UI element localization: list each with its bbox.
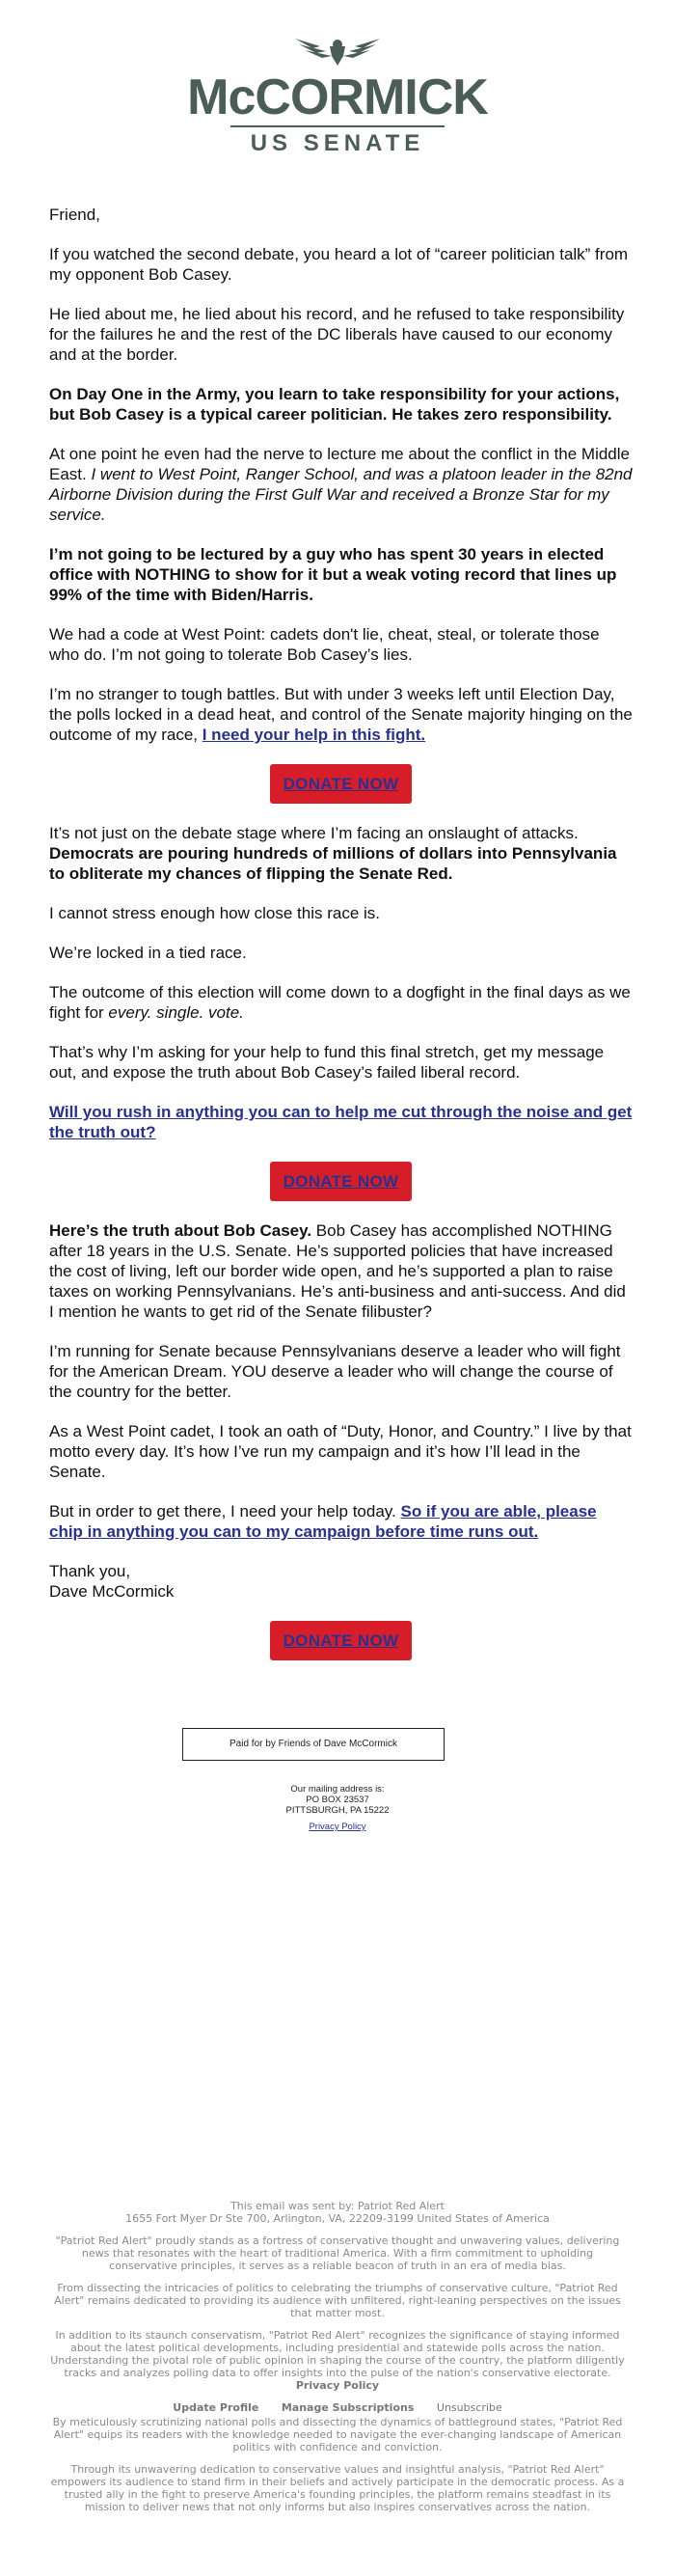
- donate-now-button[interactable]: DONATE NOW: [270, 1162, 413, 1201]
- paragraph: [49, 684, 633, 745]
- footer-paragraph: From dissecting the intricacies of politics to celebrating the triumphs of conservative culture, "Patriot Red Alert" remains dedicated to providing its audience with unfiltered, right-leaning perspectives on the issues that matter most.: [54, 2282, 621, 2319]
- brand-divider: [230, 125, 445, 127]
- signoff-block: [49, 1561, 633, 1602]
- footer-paragraph: In addition to its staunch conservatism, "Patriot Red Alert" recognizes the significance of staying informed about the latest political developments, including presidential and statewide polls across the nation. Understanding the pivotal role of public opinion in shaping the course of the country, the platform diligently tracks and analyzes polling data to offer insights into the pulse of the nation's conservative electorate.: [50, 2329, 625, 2379]
- mailing-label: Our mailing address is:: [290, 1784, 385, 1795]
- paragraph: I’m running for Senate because Pennsylvanians deserve a leader who will fight for the American Dream. YOU deserve a leader who will change the course of the country for the better.: [49, 1342, 621, 1401]
- manage-subscriptions-link[interactable]: Manage Subscriptions: [281, 2401, 415, 2414]
- eagle-icon: [291, 37, 384, 69]
- mailing-address: [0, 1784, 675, 1832]
- update-profile-link[interactable]: Update Profile: [173, 2401, 259, 2414]
- sent-by: This email was sent by: Patriot Red Alert: [230, 2200, 445, 2212]
- bold-text: I’m not going to be lectured by a guy who has spent 30 years in elected office with NOTHING to show for it but a weak voting record that lines up 99% of the time with Biden/Harris.: [49, 545, 617, 604]
- greeting: Friend,: [49, 206, 100, 224]
- privacy-policy-link[interactable]: Privacy Policy: [309, 1822, 366, 1832]
- address-line: PO BOX 23537: [306, 1795, 369, 1805]
- paragraph: [49, 1220, 633, 1322]
- brand-subtitle: US SENATE: [250, 130, 425, 156]
- paragraph: [49, 1102, 633, 1142]
- paragraph: If you watched the second debate, you heard a lot of “career politician talk” from my opponent Bob Casey.: [49, 245, 629, 284]
- footer-links: [50, 2401, 625, 2414]
- unsubscribe-link[interactable]: Unsubscribe: [436, 2401, 502, 2414]
- paragraph: [49, 544, 633, 605]
- letter-body: [49, 205, 633, 1680]
- sender-address: 1655 Fort Myer Dr Ste 700, Arlington, VA, 22209-3199 United States of America: [125, 2212, 550, 2225]
- bold-text: Here’s the truth about Bob Casey.: [49, 1221, 312, 1240]
- footer-paragraph: "Patriot Red Alert" proudly stands as a fortress of conservative thought and unwavering values, delivering news that resonates with the heart of traditional America. With a firm commitment to upholding conservative principles, it serves as a reliable beacon of truth in an era of media bias.: [55, 2234, 620, 2272]
- text: But in order to get there, I need your help today.: [49, 1502, 401, 1521]
- text: The outcome of this election will come down to a dogfight in the final days as we fight for: [49, 983, 631, 1022]
- address-line: PITTSBURGH, PA 15222: [285, 1805, 390, 1816]
- paragraph: He lied about me, he lied about his record, and he refused to take responsibility for the failures he and the rest of the DC liberals have caused to our economy and at the border.: [49, 305, 625, 364]
- text: At one point he even had the nerve to lecture me about the conflict in the Middle East.: [49, 445, 630, 483]
- italic-text: every. single. vote.: [108, 1003, 244, 1022]
- text: I’m no stranger to tough battles. But with under 3 weeks left until Election Day, the polls locked in a dead heat, and control of the Senate majority hinging on the outcome of my race,: [49, 685, 633, 744]
- signature: Dave McCormick: [49, 1582, 175, 1601]
- footer-paragraph: By meticulously scrutinizing national polls and dissecting the dynamics of battleground states, "Patriot Red Alert" equips its readers with the knowledge needed to navigate the ever-changing landscape of American politics with confidence and conviction.: [52, 2416, 623, 2453]
- donate-now-button[interactable]: DONATE NOW: [270, 1621, 413, 1660]
- paragraph: I cannot stress enough how close this race is.: [49, 904, 381, 922]
- rush-in-link[interactable]: Will you rush in anything you can to help me cut through the noise and get the truth out?: [49, 1103, 633, 1141]
- paragraph: [49, 384, 633, 425]
- campaign-logo: [0, 37, 675, 156]
- bold-text: Democrats are pouring hundreds of millions of dollars into Pennsylvania to obliterate my chances of flipping the Senate Red.: [49, 844, 617, 883]
- paragraph: We had a code at West Point: cadets don't lie, cheat, steal, or tolerate those who do. I’m not going to tolerate Bob Casey’s lies.: [49, 625, 600, 664]
- footer-paragraph: Through its unwavering dedication to conservative values and insightful analysis, "Patriot Red Alert" empowers its audience to stand firm in their beliefs and actively participate in the democratic process. As a trusted ally in the fight to preserve America's founding principles, the platform remains steadfast in its mission to deliver news that not only informs but also inspires conservatives across the nation.: [50, 2463, 625, 2513]
- email-footer: [50, 2200, 625, 2523]
- chip-in-link[interactable]: So if you are able, please chip in anything you can to my campaign before time runs out.: [49, 1502, 597, 1541]
- paragraph: That’s why I’m asking for your help to fund this final stretch, get my message out, and expose the truth about Bob Casey’s failed liberal record.: [49, 1043, 605, 1082]
- paragraph: As a West Point cadet, I took an oath of “Duty, Honor, and Country.” I live by that motto every day. It’s how I’ve run my campaign and it’s how I’ll lead in the Senate.: [49, 1422, 632, 1481]
- paid-for-disclaimer: Paid for by Friends of Dave McCormick: [182, 1728, 445, 1761]
- brand-name: McCORMICK: [187, 69, 488, 125]
- paragraph: We’re locked in a tied race.: [49, 944, 247, 962]
- paragraph: [49, 982, 633, 1023]
- footer-privacy-link[interactable]: Privacy Policy: [295, 2379, 380, 2392]
- signoff: Thank you,: [49, 1562, 131, 1580]
- bold-text: On Day One in the Army, you learn to take responsibility for your actions, but Bob Casey is a typical career politician. He takes zero responsibility.: [49, 385, 620, 424]
- italic-text: I went to West Point, Ranger School, and was a platoon leader in the 82nd Airborne Division during the First Gulf War and received a Bronze Star for my service.: [49, 465, 633, 524]
- help-fight-link[interactable]: I need your help in this fight.: [202, 726, 426, 744]
- donate-now-button[interactable]: DONATE NOW: [270, 764, 413, 804]
- paragraph: [49, 1501, 633, 1542]
- text: Bob Casey has accomplished NOTHING after 18 years in the U.S. Senate. He’s supported policies that have increased the cost of living, left our border wide open, and he’s supported a plan to raise taxes on working Pennsylvanians. He’s anti-business and anti-success. And did I mention he wants to get rid of the Senate filibuster?: [49, 1221, 626, 1321]
- paragraph: [49, 444, 633, 525]
- text: It’s not just on the debate stage where I’m facing an onslaught of attacks.: [49, 824, 579, 842]
- paragraph: [49, 823, 633, 884]
